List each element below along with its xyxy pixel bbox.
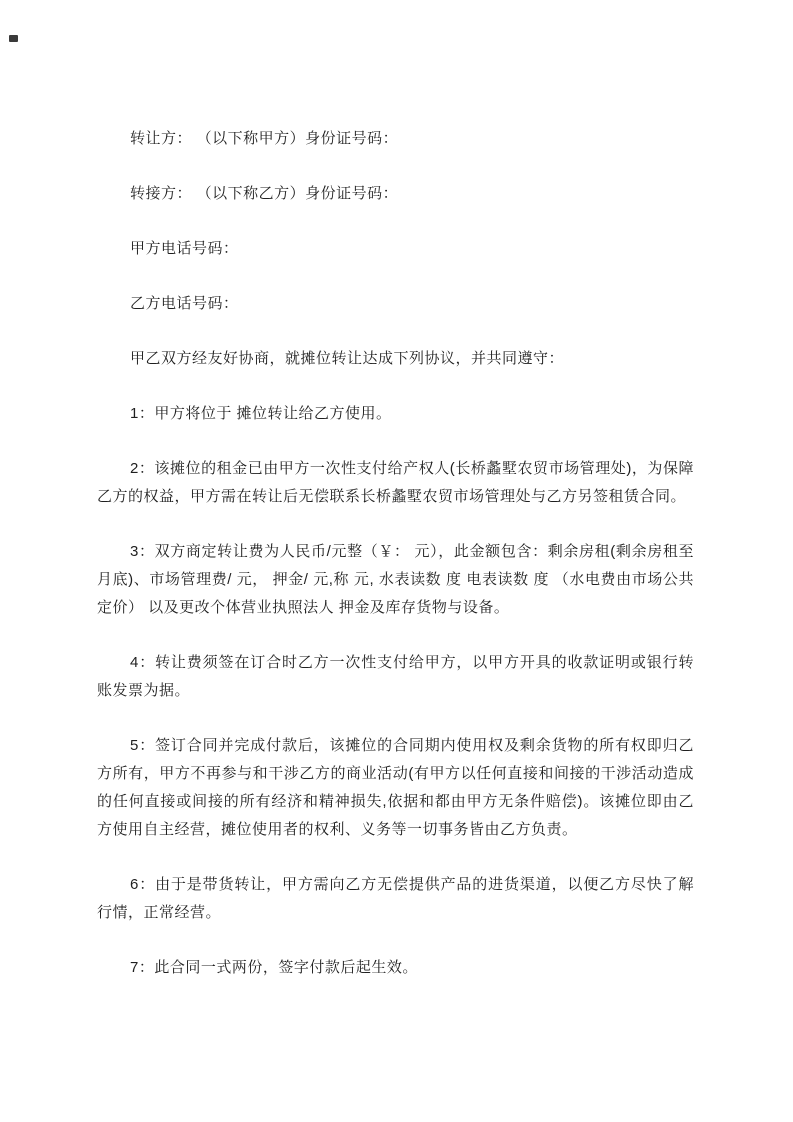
paragraph-clause-1: 1：甲方将位于 摊位转让给乙方使用。	[130, 405, 392, 422]
contract-body	[97, 125, 694, 982]
paragraph-clause-4: 4：转让费须签在订合时乙方一次性支付给甲方，以甲方开具的收款证明或银行转账发票为据。	[97, 654, 694, 699]
paragraph-party-b-phone: 乙方电话号码：	[130, 295, 239, 312]
paragraph-clause-2: 2：该摊位的租金已由甲方一次性支付给产权人(长桥蠡墅农贸市场管理处)，为保障乙方的权益，甲方需在转让后无偿联系长桥蠡墅农贸市场管理处与乙方另签租赁合同。	[97, 460, 694, 505]
paragraph-party-a-phone: 甲方电话号码：	[130, 240, 239, 257]
paragraph-clause-3: 3：双方商定转让费为人民币/元整（￥： 元），此金额包含：剩余房租(剩余房租至 月底)、市场管理费/ 元， 押金/ 元,称 元, 水表读数 度 电表读数 度 （水电费由市场公共定价） 以及更改个体营业执照法人 押金及库存货物与设备。	[97, 543, 694, 616]
corner-mark	[9, 35, 18, 42]
paragraph-clause-7: 7：此合同一式两份，签字付款后起生效。	[130, 959, 418, 976]
paragraph-transferee: 转接方： （以下称乙方）身份证号码：	[130, 185, 399, 202]
paragraph-preamble: 甲乙双方经友好协商，就摊位转让达成下列协议，并共同遵守：	[130, 350, 565, 367]
paragraph-clause-5: 5：签订合同并完成付款后，该摊位的合同期内使用权及剩余货物的所有权即归乙方所有，甲方不再参与和干涉乙方的商业活动(有甲方以任何直接和间接的干涉活动造成的任何直接或间接的所有经济和精神损失,依据和都由甲方无条件赔偿)。该摊位即由乙方使用自主经营，摊位使用者的权利、义务等一切事务皆由乙方负责。	[97, 737, 694, 838]
paragraph-clause-6: 6：由于是带货转让，甲方需向乙方无偿提供产品的进货渠道，以便乙方尽快了解行情，正常经营。	[97, 876, 694, 921]
paragraph-transferor: 转让方： （以下称甲方）身份证号码：	[130, 130, 399, 147]
